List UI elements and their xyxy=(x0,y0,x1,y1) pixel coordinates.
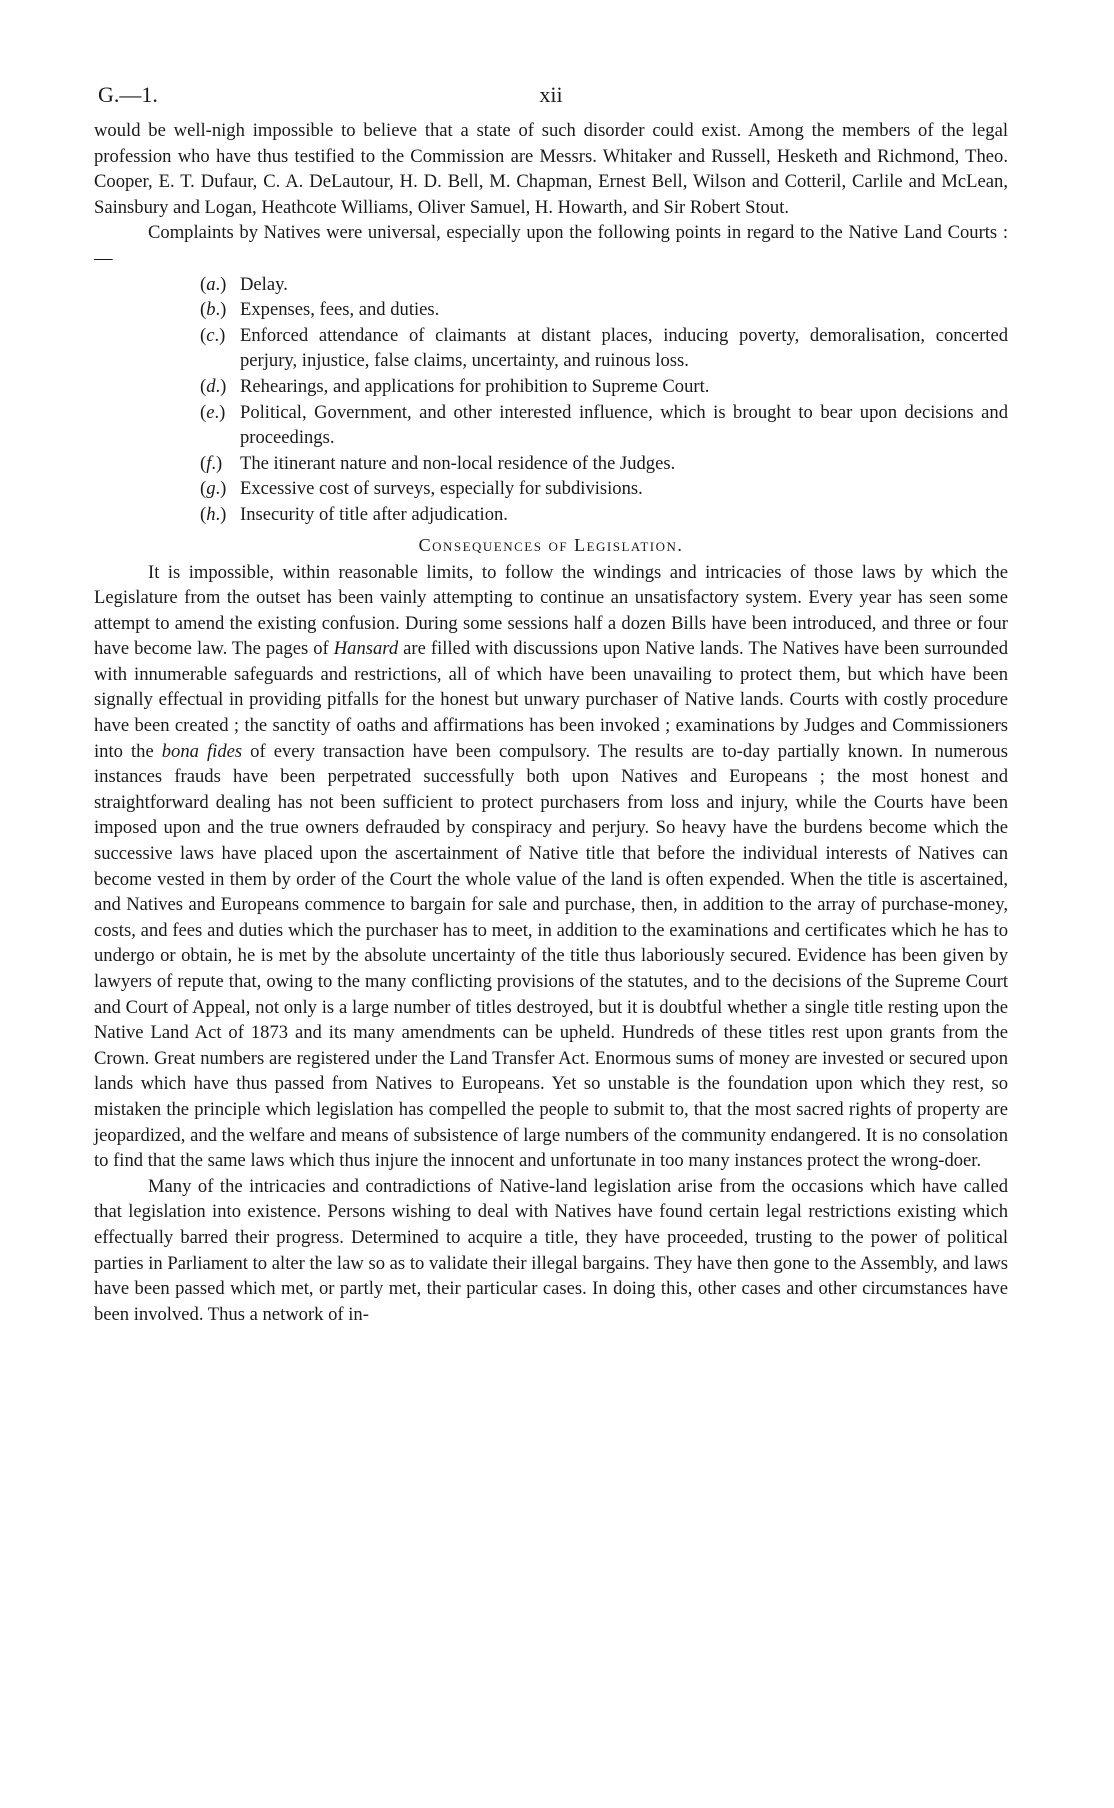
list-item: (h.) Insecurity of title after adjudication. xyxy=(200,502,1008,528)
list-marker: (b.) xyxy=(200,299,227,321)
list-marker: (c.) xyxy=(200,324,226,346)
list-marker: (g.) xyxy=(200,478,227,500)
list-marker: (f.) xyxy=(200,452,223,474)
list-item: (a.) Delay. xyxy=(200,272,1008,298)
list-marker: (e.) xyxy=(200,401,226,423)
list-marker: (a.) xyxy=(200,273,227,295)
document-page xyxy=(94,82,1008,1327)
list-marker: (d.) xyxy=(200,375,227,397)
section-heading: Consequences of Legislation. xyxy=(418,534,684,555)
list-marker: (h.) xyxy=(200,503,227,525)
list-item: (b.) Expenses, fees, and duties. xyxy=(200,297,1008,323)
complaints-list xyxy=(94,272,1008,528)
list-item: (e.) Political, Government, and other interested influence, which is brought to bear upon decisions and proceedings. xyxy=(200,401,1008,449)
running-header xyxy=(94,82,1008,118)
list-item: (c.) Enforced attendance of claimants at distant places, inducing poverty, demoralisation, concerted perjury, injustice, false claims, uncertainty, and ruinous loss. xyxy=(200,324,1008,372)
list-item: (f.) The itinerant nature and non-local residence of the Judges. xyxy=(200,451,1008,477)
hansard-italic: Hansard xyxy=(333,638,399,660)
list-item: (d.) Rehearings, and applications for prohibition to Supreme Court. xyxy=(200,374,1008,400)
page-number: xii xyxy=(539,82,563,107)
complaints-intro: Complaints by Natives were universal, especially upon the following points in regard to the Native Land Courts :— xyxy=(94,222,1008,269)
intricacies-paragraph: Many of the intricacies and contradictions of Native-land legislation arise from the occasions which have called that legislation into existence. Persons wishing to deal with Natives have found certain legal restrictions existing which effectually barred their progress. Determined to acquire a title, they have proceeded, trusting to the power of political parties in Parliament to alter the law so as to validate their illegal bargains. They have then gone to the Assembly, and laws have been passed which met, or partly met, their particular cases. In doing this, other cases and other circumstances have been involved. Thus a network of in- xyxy=(94,1175,1008,1325)
consequences-paragraph: It is impossible, within reasonable limits, to follow the windings and intricacies of those laws by which the Legislature from the outset has been vainly attempting to continue an unsatisfactory system. Every year has seen some attempt to amend the existing confusion. During some sessions half a dozen Bills have been introduced, and three or four have become law. The pages of Hansard are filled with discussions upon Native lands. The Natives have been surrounded with innumerable safeguards and restrictions, all of which have been unavailing to protect them, but which have been signally effectual in providing pitfalls for the honest but unwary purchaser of Native lands. Courts with costly procedure have been created ; the sanctity of oaths and affirmations has been invoked ; examinations by Judges and Commissioners into the bona fides of every transaction have been compulsory. The results are to-day partially known. In numerous instances frauds have been perpetrated successfully both upon Natives and Europeans ; the most honest and straightforward dealing has not been sufficient to protect purchasers from loss and injury, while the Courts have been imposed upon and the true owners defrauded by conspiracy and perjury. So heavy have the burdens become which the successive laws have placed upon the ascertainment of Native title that before the individual interests of Natives can become vested in them by order of the Court the whole value of the land is often expended. When the title is ascertained, and Natives and Europeans commence to bargain for sale and purchase, then, in addition to the array of purchase-money, costs, and fees and duties which the purchaser has to meet, in addition to the examinations and certificates which he has to undergo or obtain, he is met by the absolute uncertainty of the title thus laboriously secured. Evidence has been given by lawyers of repute that, owing to the many conflicting provisions of the statutes, and to the decisions of the Supreme Court and Court of Appeal, not only is a large number of titles destroyed, but it is doubtful whether a single title resting upon the Native Land Act of 1873 and its many amendments can be upheld. Hundreds of these titles rest upon grants from the Crown. Great numbers are registered under the Land Transfer Act. Enormous sums of money are invested or secured upon lands which have thus passed from Natives to Europeans. Yet so unstable is the foundation upon which they rest, so mistaken the principle which legislation has compelled the people to submit to, that the most sacred rights of property are jeopardized, and the welfare and means of subsistence of large numbers of the community endangered. It is no consolation to find that the same laws which thus injure the innocent and unfortunate in too many instances protect the wrong-doer. xyxy=(94,561,1008,1172)
list-item: (g.) Excessive cost of surveys, especially for subdivisions. xyxy=(200,476,1008,502)
document-reference: G.—1. xyxy=(98,82,158,107)
bona-fides-italic: bona fides xyxy=(161,740,243,762)
paragraph-continued: would be well-nigh impossible to believe that a state of such disorder could exist. Among the members of the legal profession who have thus testified to the Commission are Messrs. Whitaker and Russell, Hesketh and Richmond, Theo. Cooper, E. T. Dufaur, C. A. DeLautour, H. D. Bell, M. Chapman, Ernest Bell, Wilson and Cotteril, Carlile and McLean, Sainsbury and Logan, Heathcote Williams, Oliver Samuel, H. Howarth, and Sir Robert Stout. xyxy=(94,120,1008,218)
